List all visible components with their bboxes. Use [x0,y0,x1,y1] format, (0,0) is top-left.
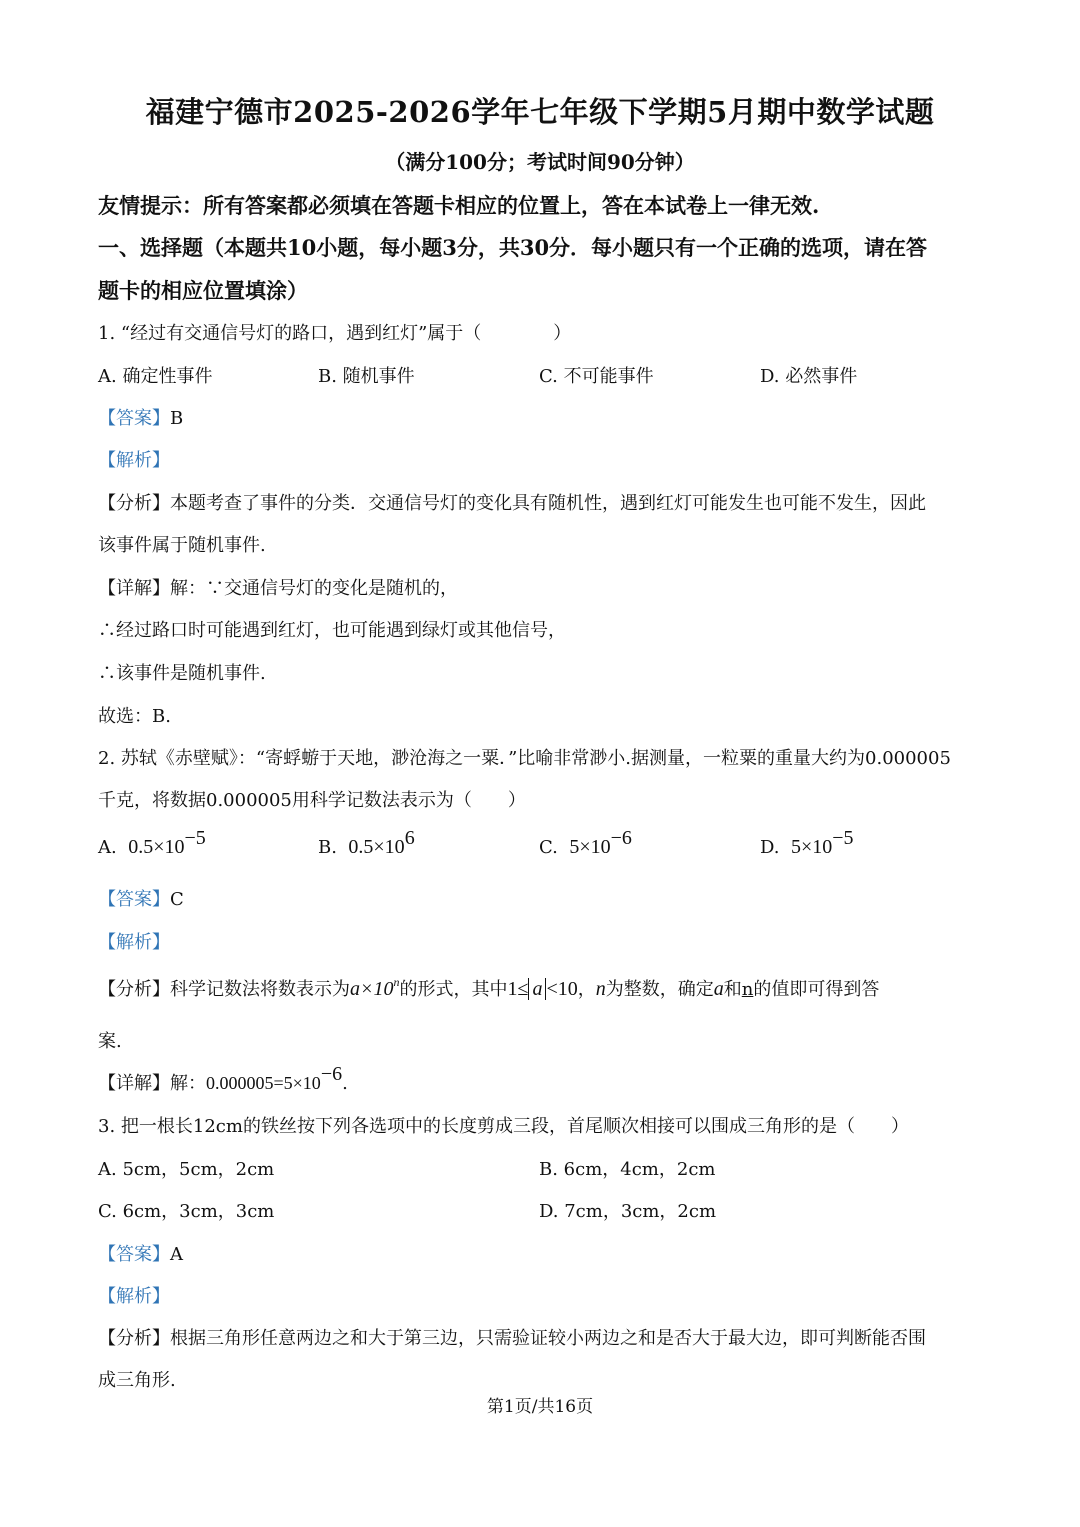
inequality: 1≤ a <10 [507,978,578,1000]
xiangjie-tag: 【详解】 [98,1073,170,1094]
q1-fenxi-line1 [98,489,926,515]
q3-answer [98,1240,183,1266]
answer-tag: 【答案】 [98,889,170,910]
q1-option-d: D. 必然事件 [760,366,858,387]
fenxi-tag: 【分析】 [98,979,170,1000]
q1-option-b: B. 随机事件 [318,366,415,387]
q1-step1: ∴经过路口时可能遇到红灯，也可能遇到绿灯或其他信号， [98,620,566,641]
q3-option-c: C. 6cm，3cm，3cm [98,1201,275,1222]
q2-stem-line2: 千克，将数据0.000005用科学记数法表示为（ ） [98,790,526,811]
q1-fenxi-text: 本题考查了事件的分类．交通信号灯的变化具有随机性，遇到红灯可能发生也可能不发生，因此 [170,493,926,514]
answer-tag: 【答案】 [98,408,170,429]
q1-option-a: A. 确定性事件 [98,366,213,387]
page-subtitle: （满分100分；考试时间90分钟） [385,150,695,174]
q1-option-c: C. 不可能事件 [539,366,654,387]
q3-fenxi-line2: 成三角形. [98,1370,176,1391]
q2-fenxi-line1: 【分析】科学记数法将数表示为$a\times 10^n$的形式，其中1≤ a <10，n为整数，确定a和n的值即可得到答 [98,975,880,1000]
q3-option-b: B. 6cm，4cm，2cm [539,1159,716,1180]
q3-answer-value: A [170,1244,183,1265]
q1-xiangjie [98,574,458,600]
q3-option-d: D. 7cm，3cm，2cm [539,1201,717,1222]
q2-option-d: D. $5\times 10^{-5}$ [760,827,854,858]
jiexi-tag: 【解析】 [98,450,170,471]
q2-answer-value: C [170,889,184,910]
notice: 友情提示：所有答案都必须填在答题卡相应的位置上，答在本试卷上一律无效. [98,193,820,218]
q2-option-a: A. $0.5\times 10^{-5}$ [98,827,206,858]
q2-option-c: C. $5\times 10^{-6}$ [539,827,632,858]
q3-jiexi [98,1282,170,1308]
answer-tag: 【答案】 [98,1244,170,1265]
q1-answer [98,404,183,430]
q1-xuan: 故选：B. [98,706,171,727]
jiexi-tag: 【解析】 [98,1286,170,1307]
sci-notation-form: $a\times 10^n$ [350,975,400,1000]
q2-stem-line1: 2. 苏轼《赤壁赋》：“寄蜉蝣于天地，渺沧海之一粟．”比喻非常渺小.据测量，一粒粟的重量大约为0.000005 [98,748,951,769]
q2-option-b: B. $0.5\times 10^6$ [318,827,415,858]
q1-xiangjie-text: 解：∵交通信号灯的变化是随机的， [170,578,458,599]
q1-jiexi [98,446,170,472]
q1-step2: ∴该事件是随机事件. [98,663,266,684]
q2-fenxi-line2: 案. [98,1031,122,1052]
fenxi-tag: 【分析】 [98,493,170,514]
q3-fenxi-line1: 【分析】根据三角形任意两边之和大于第三边，只需验证较小两边之和是否大于最大边，即可判断能否围 [98,1328,926,1349]
page-title: 福建宁德市2025-2026学年七年级下学期5月期中数学试题 [145,95,935,129]
jiexi-tag: 【解析】 [98,932,170,953]
q3-stem: 3. 把一根长12cm的铁丝按下列各选项中的长度剪成三段，首尾顺次相接可以围成三角形的是（ ） [98,1116,909,1137]
q3-option-a: A. 5cm，5cm，2cm [98,1159,275,1180]
q2-jiexi [98,928,170,954]
fenxi-tag: 【分析】 [98,1328,170,1349]
q1-answer-value: B [170,408,184,429]
q2-answer [98,885,184,911]
xiangjie-tag: 【详解】 [98,578,170,599]
section-heading-line1: 一、选择题（本题共10小题，每小题3分，共30分．每小题只有一个正确的选项，请在答 [98,235,928,260]
q1-stem: 1. “经过有交通信号灯的路口，遇到红灯”属于（ ） [98,323,572,344]
q1-fenxi-line2: 该事件属于随机事件. [98,535,266,556]
section-heading-line2: 题卡的相应位置填涂） [98,278,308,303]
q2-xiangjie: 【详解】解：$0.000005=5\times 10^{-6}$. [98,1063,348,1094]
page-footer: 第1页/共16页 [486,1397,594,1417]
